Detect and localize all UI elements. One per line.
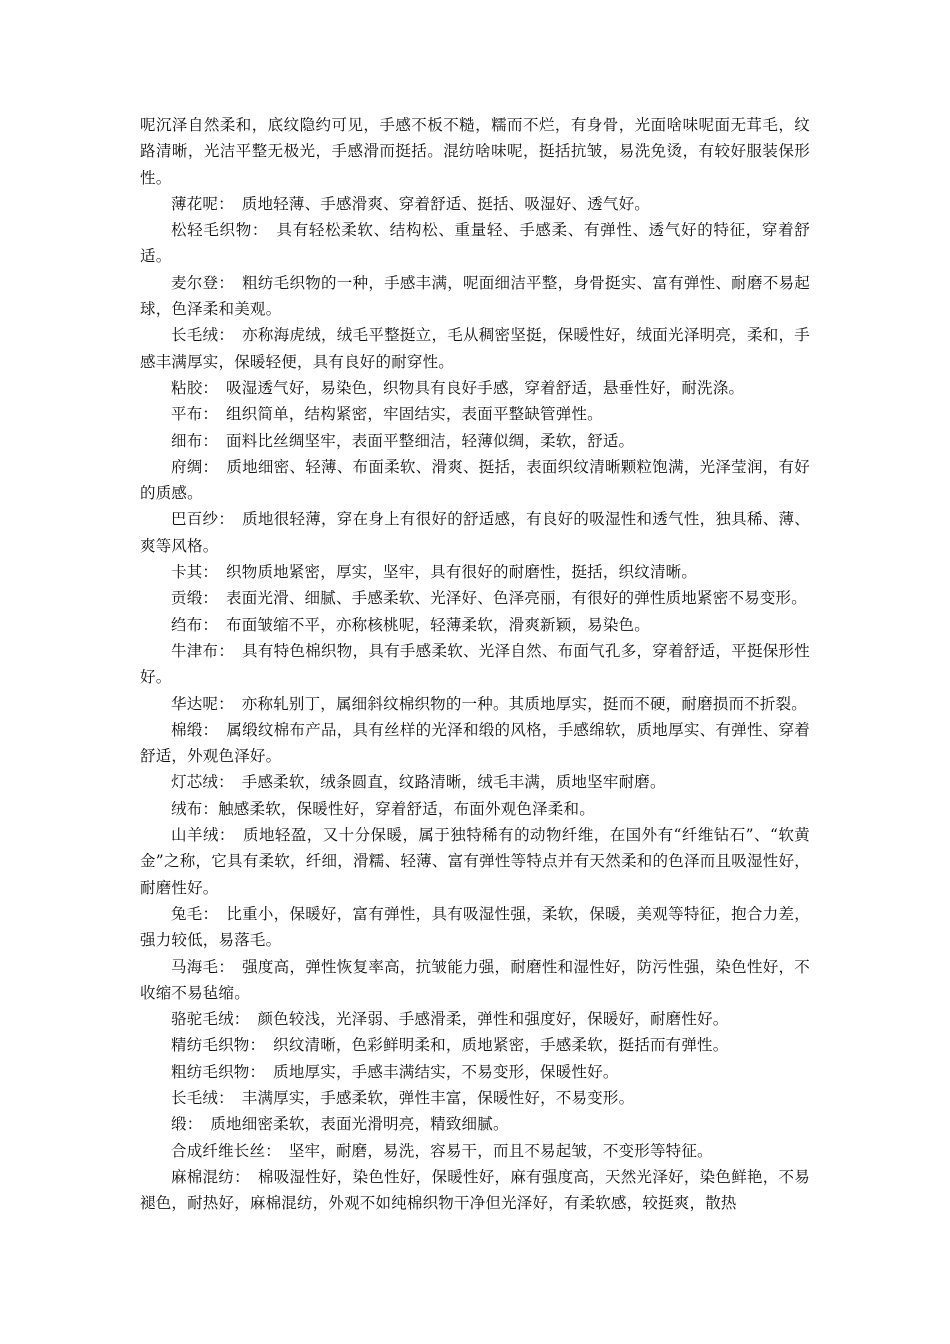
fabric-term: 麻棉混纺： — [171, 1167, 243, 1186]
paragraph-text: 粗纺毛织物的一种，手感丰满，呢面细洁平整，身骨挺实、富有弹性、耐磨不易起球，色泽柔和美观。 — [140, 273, 810, 319]
fabric-term: 牛津布： — [171, 641, 227, 660]
fabric-term: 缎： — [171, 1115, 195, 1134]
paragraph — [140, 691, 810, 717]
fabric-term: 长毛绒： — [171, 326, 227, 345]
fabric-term: 麦尔登： — [171, 273, 227, 292]
paragraph-text: 亦称轧别丁，属细斜纹棉织物的一种。其质地厚实，挺而不硬，耐磨损而不折裂。 — [226, 694, 807, 713]
paragraph-text: 布面皱缩不平，亦称核桃呢，轻薄柔软，滑爽新颖，易染色。 — [210, 615, 650, 634]
paragraph — [140, 217, 810, 270]
fabric-term: 棉缎： — [171, 720, 211, 739]
paragraph-text: 丰满厚实，手感柔软，弹性丰富，保暖性好，不易变形。 — [226, 1088, 635, 1107]
paragraph-text: 亦称海虎绒，绒毛平整挺立，毛从稠密坚挺，保暖性好，绒面光泽明亮，柔和，手感丰满厚实，保暖轻便，具有良好的耐穿性。 — [140, 326, 810, 371]
fabric-term: 贡缎： — [171, 589, 211, 608]
fabric-term: 粘胶： — [171, 378, 211, 397]
paragraph-text: 颜色较浅，光泽弱、手感滑柔，弹性和强度好，保暖好，耐磨性好。 — [241, 1010, 729, 1029]
fabric-term: 巴百纱： — [171, 510, 227, 529]
fabric-term: 粗纺毛织物： — [171, 1062, 258, 1081]
fabric-term: 薄花呢： — [171, 194, 227, 213]
paragraph-text: 触感柔软，保暖性好，穿着舒适，布面外观色泽柔和。 — [218, 799, 595, 818]
fabric-term: 府绸： — [171, 457, 211, 476]
paragraph — [140, 559, 810, 585]
paragraph — [140, 428, 810, 454]
paragraph-text: 面料比丝绸坚牢，表面平整细洁，轻薄似绸，柔软，舒适。 — [210, 431, 635, 450]
fabric-term: 兔毛： — [171, 904, 211, 923]
fabric-term: 平布： — [171, 405, 211, 424]
paragraph-text: 表面光滑、细腻、手感柔软、光泽好、色泽亮丽，有很好的弹性质地紧密不易变形。 — [210, 589, 807, 608]
fabric-term: 合成纤维长丝： — [171, 1141, 274, 1160]
paragraph-text: 手感柔软，绒条圆直，纹路清晰，绒毛丰满，质地坚牢耐磨。 — [226, 773, 666, 792]
paragraph-text: 织物质地紧密，厚实，坚牢，具有很好的耐磨性，挺括，织纹清晰。 — [210, 563, 698, 582]
paragraph — [140, 822, 810, 901]
paragraph — [140, 954, 810, 1007]
paragraph — [140, 612, 810, 638]
paragraph-text: 强度高，弹性恢复率高，抗皱能力强，耐磨性和湿性好，防污性强，染色性好，不收缩不易毡缩。 — [140, 957, 810, 1002]
paragraph-text: 质地轻盈，又十分保暖，属于独特稀有的动物纤维，在国外有“纤维钻石”、“软黄金”之称，它具有柔软，纤细，滑糯、轻薄、富有弹性等特点并有天然柔和的色泽而且吸湿性好，耐磨性好。 — [140, 826, 811, 897]
fabric-term: 山羊绒： — [171, 826, 228, 845]
paragraph — [140, 769, 810, 795]
paragraph-text: 棉吸湿性好，染色性好，保暖性好，麻有强度高，天然光泽好，染色鲜艳，不易褪色，耐热好，麻棉混纺，外观不如纯棉织物干净但光泽好，有柔软感，较挺爽，散热 — [140, 1167, 810, 1213]
paragraph-text: 呢沉泽自然柔和，底纹隐约可见，手感不板不糙，糯而不烂，有身骨，光面啥味呢面无茸毛，纹路清晰，光洁平整无极光，手感滑而挺括。混纺啥味呢，挺括抗皱，易洗免烫，有较好服装保形性。 — [140, 116, 810, 187]
paragraph-text: 质地厚实，手感丰满结实，不易变形，保暖性好。 — [257, 1062, 619, 1081]
fabric-term: 松轻毛织物： — [171, 221, 261, 240]
paragraph — [140, 270, 810, 323]
paragraph-text: 质地轻薄、手感滑爽、穿着舒适、挺括、吸湿好、透气好。 — [226, 194, 650, 213]
paragraph — [140, 1111, 810, 1137]
fabric-term: 灯芯绒： — [171, 773, 227, 792]
paragraph — [140, 401, 810, 427]
fabric-term: 绒布： — [171, 799, 219, 818]
paragraph-text: 坚牢，耐磨，易洗，容易干，而且不易起皱，不变形等特征。 — [273, 1141, 713, 1160]
paragraph-text: 组织简单，结构紧密，牢固结实，表面平整缺管弹性。 — [210, 405, 603, 424]
paragraph-text: 具有特色棉织物，具有手感柔软、光泽自然、布面气孔多，穿着舒适，平挺保形性好。 — [140, 641, 810, 687]
paragraph — [140, 717, 810, 770]
paragraph — [140, 191, 810, 217]
paragraph-text: 属缎纹棉布产品，具有丝样的光泽和缎的风格，手感绵软，质地厚实、有弹性、穿着舒适，外观色泽好。 — [140, 720, 810, 766]
paragraph — [140, 322, 810, 375]
fabric-term: 华达呢： — [171, 694, 227, 713]
fabric-term: 精纺毛织物： — [171, 1036, 258, 1055]
paragraph — [140, 506, 810, 559]
paragraph — [140, 112, 810, 191]
paragraph — [140, 375, 810, 401]
fabric-term: 骆驼毛绒： — [171, 1010, 242, 1029]
paragraph — [140, 1138, 810, 1164]
fabric-term: 卡其： — [171, 563, 211, 582]
fabric-term: 细布： — [171, 431, 211, 450]
fabric-term: 马海毛： — [171, 957, 227, 976]
paragraph-text: 质地细密、轻薄、布面柔软、滑爽、挺括，表面织纹清晰颗粒饱满，光泽莹润，有好的质感。 — [140, 457, 810, 503]
paragraph-text: 吸湿透气好，易染色，织物具有良好手感，穿着舒适，悬垂性好，耐洗涤。 — [210, 378, 745, 397]
paragraph — [140, 796, 810, 822]
paragraph — [140, 1006, 810, 1032]
paragraph — [140, 901, 810, 954]
paragraph-text: 质地细密柔软，表面光滑明亮，精致细腻。 — [194, 1115, 509, 1134]
paragraph — [140, 454, 810, 507]
fabric-term: 长毛绒： — [171, 1088, 227, 1107]
paragraph — [140, 638, 810, 691]
paragraph — [140, 1059, 810, 1085]
paragraph — [140, 585, 810, 611]
paragraph-text: 具有轻松柔软、结构松、重量轻、手感柔、有弹性、透气好的特征，穿着舒适。 — [140, 221, 810, 266]
paragraph-text: 织纹清晰，色彩鲜明柔和，质地紧密，手感柔软，挺括而有弹性。 — [257, 1036, 729, 1055]
paragraph-text: 质地很轻薄，穿在身上有很好的舒适感，有良好的吸湿性和透气性，独具稀、薄、爽等风格。 — [140, 510, 810, 555]
paragraph — [140, 1164, 810, 1217]
fabric-term: 绉布： — [171, 615, 211, 634]
paragraph — [140, 1032, 810, 1058]
paragraph-text: 比重小，保暖好，富有弹性，具有吸湿性强，柔软，保暖，美观等特征，抱合力差，强力较低，易落毛。 — [140, 904, 810, 950]
paragraph — [140, 1085, 810, 1111]
